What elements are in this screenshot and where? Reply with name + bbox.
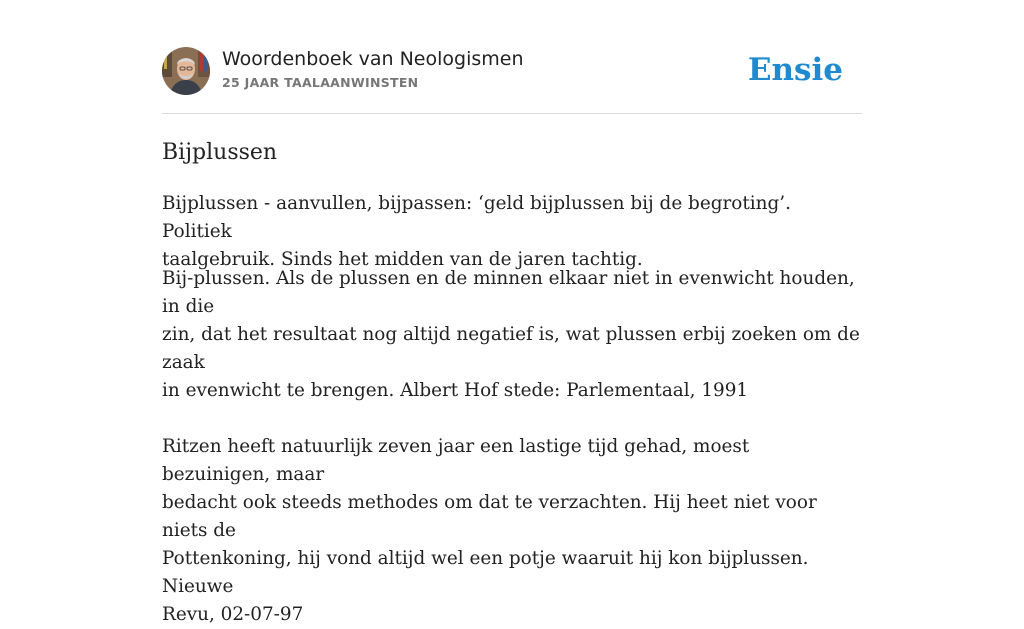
author-avatar-icon[interactable] [162, 47, 210, 95]
brand-logo[interactable]: Ensie [747, 52, 843, 88]
site-title[interactable]: Woordenboek van Neologismen [222, 48, 524, 70]
site-subtitle: 25 JAAR TAALAANWINSTEN [222, 75, 419, 90]
entry-citations: Bij-plussen. Als de plussen en de minnen elkaar niet in evenwicht houden, in die zin, dat het resultaat nog altijd negatief is, wat plussen erbij zoeken om de zaak in evenwicht te brengen. Albert Hof stede: Parlementaal, 1991 Ritzen heeft natuurlijk zeven jaar een lastige tijd gehad, moest bezuinigen, maar bedacht ook steeds methodes om dat te verzachten. Hij heet niet voor niets de Pottenkoning, hij vond altijd wel een potje waaruit hij kon bijplussen. Nieuwe Revu, 02-07-97 [162, 268, 860, 625]
header-divider [162, 113, 862, 114]
entry-definition: Bijplussen - aanvullen, bijpassen: ‘geld bijplussen bij de begroting’. Politiek taalgebruik. Sinds het midden van de jaren tachtig. [162, 193, 791, 270]
entry-title: Bijplussen [162, 140, 278, 165]
author-portrait-icon [162, 47, 210, 95]
site-header [162, 47, 862, 95]
